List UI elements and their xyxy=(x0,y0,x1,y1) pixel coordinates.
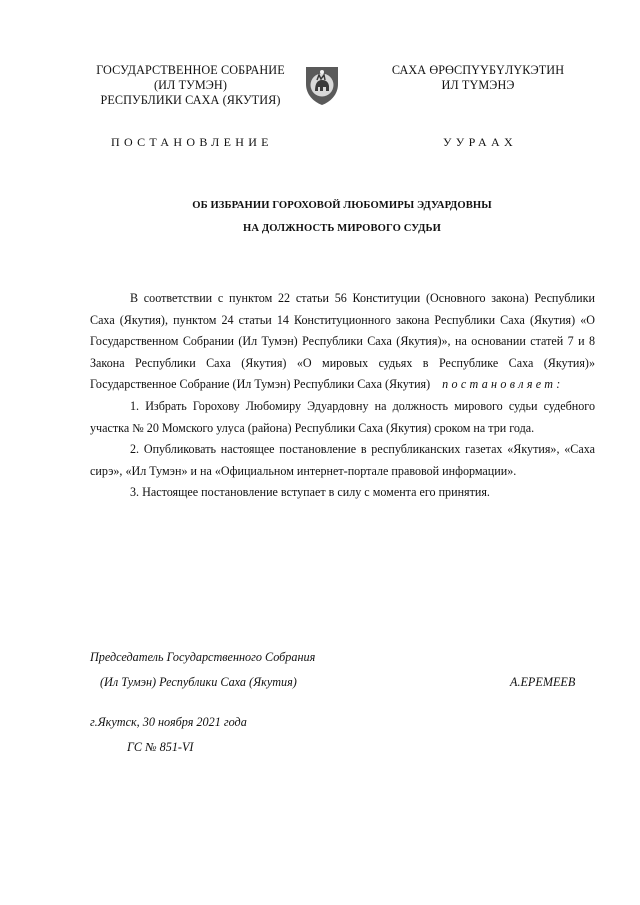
header-right-block xyxy=(380,63,576,93)
header-left-line-3: РЕСПУБЛИКИ САХА (ЯКУТИЯ) xyxy=(100,93,281,107)
header-left-block xyxy=(88,63,293,108)
item-2: 2. Опубликовать настоящее постановление в республиканских газетах «Якутия», «Саха сирэ», «Ил Тумэн» и на «Официальном интернет-портале правовой информации». xyxy=(90,442,595,478)
document-title xyxy=(90,194,594,240)
place-and-date: г.Якутск, 30 ноября 2021 года xyxy=(90,715,247,729)
resolves-text: постановляет: xyxy=(442,377,564,392)
header-left-line-2: (ИЛ ТУМЭН) xyxy=(154,78,227,92)
item-3: 3. Настоящее постановление вступает в силу с момента его принятия. xyxy=(130,485,490,500)
header-right-line-2: ИЛ ТҮМЭНЭ xyxy=(441,78,515,92)
decree-type-russian: ПОСТАНОВЛЕНИЕ xyxy=(111,135,273,149)
yakutia-coat-of-arms-icon xyxy=(302,64,342,106)
signatory-position-line-1: Председатель Государственного Собрания xyxy=(90,650,316,664)
preamble-text: В соответствии с пунктом 22 статьи 56 Конституции (Основного закона) Республики Саха (Якутия), пунктом 24 статьи 14 Конституционного закона Республики Саха (Якутия) «О Государственном Собрании (Ил Тумэн) Республики Саха (Якутия)», на основании статей 7 и 8 Закона Республики Саха (Якутия) «О мировых судьях в Республике Саха (Якутия)» Государственное Собрание (Ил Тумэн) Республики Саха (Якутия) xyxy=(90,291,595,392)
document-body xyxy=(90,288,595,504)
header-right-line-1: САХА ӨРӨСПҮҮБҮЛҮКЭТИН xyxy=(391,63,565,77)
item-1: 1. Избрать Горохову Любомиру Эдуардовну на должность мирового судьи судебного участка № 20 Момского улуса (района) Республики Саха (Якутия) сроком на три года. xyxy=(90,398,595,435)
signatory-name: А.ЕРЕМЕЕВ xyxy=(510,675,576,689)
decree-type-yakut: УУРААХ xyxy=(443,135,517,149)
signatory-position-line-2: (Ил Тумэн) Республики Саха (Якутия) xyxy=(100,675,297,689)
title-line-2: НА ДОЛЖНОСТЬ МИРОВОГО СУДЬИ xyxy=(243,223,441,234)
preamble-paragraph xyxy=(90,288,595,396)
header-left-line-1: ГОСУДАРСТВЕННОЕ СОБРАНИЕ xyxy=(96,63,285,77)
document-number: ГС № 851-VI xyxy=(127,740,194,754)
title-line-1: ОБ ИЗБРАНИИ ГОРОХОВОЙ ЛЮБОМИРЫ ЭДУАРДОВНЫ xyxy=(192,200,492,211)
